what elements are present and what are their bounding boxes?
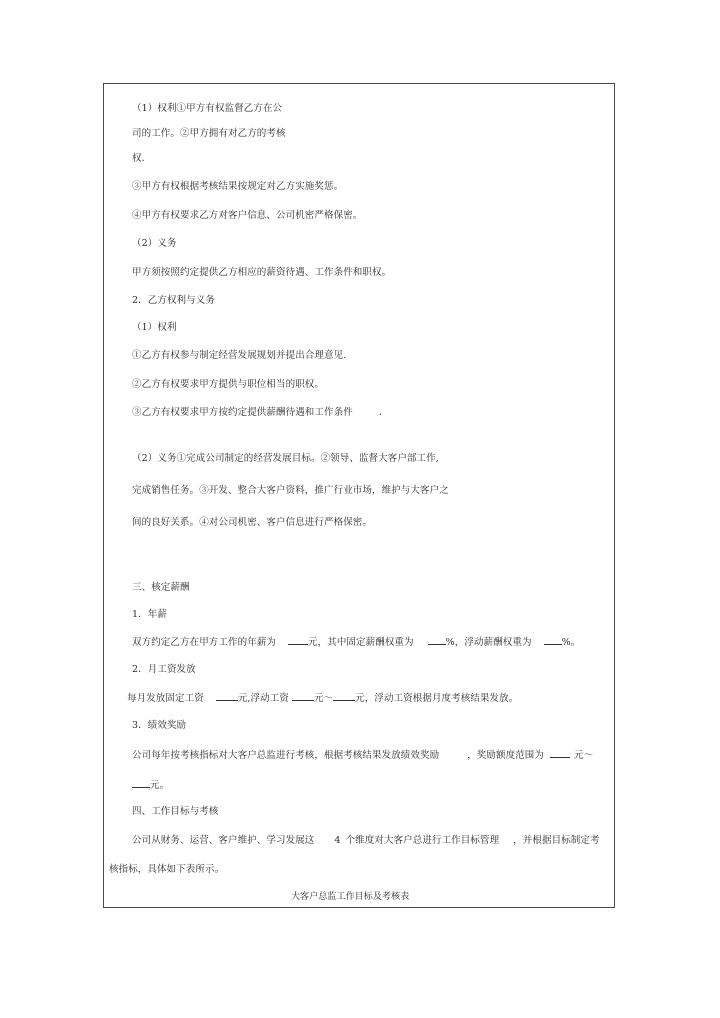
salary-annual-heading: 1．年薪 bbox=[132, 609, 167, 620]
monthly-float-min-blank bbox=[292, 691, 314, 701]
targets-heading: 四、工作目标与考核 bbox=[132, 806, 219, 817]
bonus-max-blank bbox=[132, 778, 150, 788]
party-a-duties-heading: （2）义务 bbox=[132, 238, 177, 249]
salary-annual-text: 双方约定乙方在甲方工作的年薪为 元，其中固定薪酬权重为 %，浮动薪酬权重为 %。 bbox=[132, 637, 581, 648]
targets-text: 公司从财务、运营、客户维护、学习发展这 4 个维度对大客户总进行工作目标管理 ，并根据目标制定考 bbox=[132, 835, 600, 846]
salary-bonus-text-line2: 元。 bbox=[132, 778, 169, 792]
fixed-weight-blank bbox=[428, 635, 446, 645]
party-b-duties-line1: （2）义务①完成公司制定的经营发展目标。②领导、监督大客户部工作, bbox=[132, 453, 439, 464]
salary-heading: 三、核定薪酬 bbox=[132, 582, 190, 593]
party-b-duties-line3: 间的良好关系。④对公司机密、客户信息进行严格保密。 bbox=[132, 517, 373, 528]
annual-salary-blank bbox=[288, 635, 308, 645]
table-caption: 大客户总监工作目标及考核表 bbox=[291, 892, 410, 902]
party-b-rights-heading: （1）权利 bbox=[132, 322, 177, 333]
party-b-rights-item1: ①乙方有权参与制定经营发展规划并提出合理意见. bbox=[132, 350, 347, 361]
party-b-rights-item3: ③乙方有权要求甲方按约定提供薪酬待遇和工作条件 ． bbox=[132, 407, 389, 418]
party-a-duties-text: 甲方须按照约定提供乙方相应的薪资待遇、工作条件和职权。 bbox=[132, 267, 392, 278]
party-b-heading: 2．乙方权利与义务 bbox=[132, 295, 215, 306]
party-a-rights-line2: 司的工作。②甲方拥有对乙方的考核 bbox=[132, 128, 286, 139]
party-a-rights-item3: ③甲方有权根据考核结果按规定对乙方实施奖惩。 bbox=[132, 181, 344, 192]
party-a-rights-item4: ④甲方有权要求乙方对客户信息、公司机密严格保密。 bbox=[132, 210, 363, 221]
bonus-min-blank bbox=[550, 748, 570, 758]
float-weight-blank bbox=[544, 635, 562, 645]
monthly-float-max-blank bbox=[333, 691, 355, 701]
targets-text-line2: 核指标，具体如下表所示。 bbox=[109, 864, 225, 875]
salary-bonus-heading: 3．绩效奖励 bbox=[132, 720, 187, 731]
salary-monthly-heading: 2．月工资发放 bbox=[132, 664, 196, 675]
salary-monthly-text: 每月发放固定工资 元,浮动工资 元～ 元，浮动工资根据月度考核结果发放。 bbox=[127, 693, 519, 704]
party-a-rights-line3: 权． bbox=[132, 153, 152, 164]
salary-bonus-text: 公司每年按考核指标对大客户总监进行考核，根据考核结果发放绩效奖励 ，奖励额度范围为 元～ bbox=[132, 750, 594, 761]
party-b-rights-item2: ②乙方有权要求甲方提供与职位相当的职权。 bbox=[132, 379, 325, 390]
monthly-fixed-blank bbox=[216, 691, 238, 701]
party-b-duties-line2: 完成销售任务。③开发、整合大客户资料，推广行业市场，维护与大客户之 bbox=[132, 485, 449, 496]
party-a-rights-line1: （1）权利①甲方有权监督乙方在公 bbox=[132, 103, 283, 114]
